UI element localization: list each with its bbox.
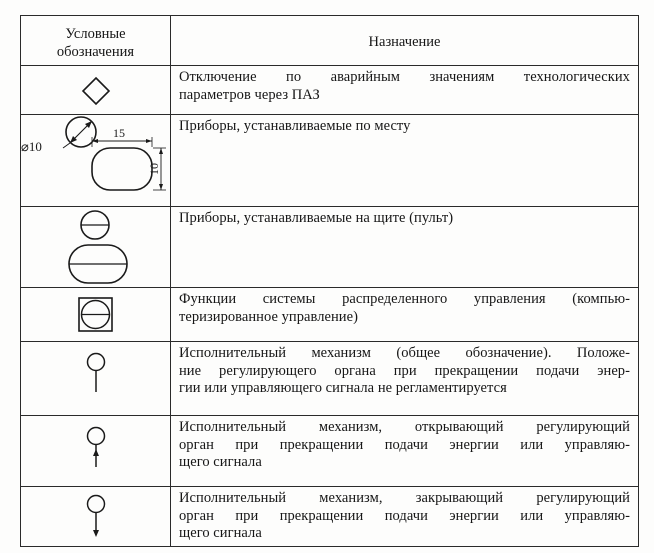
purpose-line: гии или управляющего сигнала не регламентируется bbox=[179, 380, 507, 396]
purpose-line: теризированное управление) bbox=[179, 308, 358, 325]
header-row bbox=[21, 16, 639, 66]
actuator-general-symbol bbox=[21, 342, 171, 416]
purpose-line: щего сигнала bbox=[179, 525, 262, 541]
purpose-cell bbox=[171, 416, 639, 487]
header-symbols bbox=[21, 16, 171, 66]
purpose-cell bbox=[171, 342, 639, 416]
table-row bbox=[21, 66, 639, 115]
header-purpose: Назначение bbox=[171, 16, 639, 66]
height-label: 10 bbox=[147, 163, 161, 175]
purpose-cell bbox=[171, 115, 639, 207]
width-label: 15 bbox=[113, 126, 125, 140]
table-row bbox=[21, 207, 639, 288]
purpose-line: орган при прекращении подачи энергии или управляю- bbox=[179, 436, 630, 453]
local-instrument-symbol bbox=[21, 115, 171, 207]
symbol-cell bbox=[21, 66, 171, 115]
symbol-cell bbox=[21, 342, 171, 416]
header-symbols-line1: Условные bbox=[65, 25, 126, 42]
purpose-cell bbox=[171, 288, 639, 342]
symbol-cell bbox=[21, 115, 171, 207]
panel-instrument-symbol bbox=[21, 207, 171, 288]
diamond-symbol bbox=[21, 66, 171, 115]
actuator-closing-symbol bbox=[21, 487, 171, 547]
purpose-line: орган при прекращении подачи энергии или управляю- bbox=[179, 507, 630, 524]
purpose-line: параметров через ПАЗ bbox=[179, 86, 320, 103]
purpose-cell bbox=[171, 487, 639, 547]
table-row bbox=[21, 342, 639, 416]
symbol-cell bbox=[21, 416, 171, 487]
symbol-cell bbox=[21, 207, 171, 288]
symbol-cell bbox=[21, 288, 171, 342]
dcs-function-symbol bbox=[21, 288, 171, 342]
purpose-cell bbox=[171, 207, 639, 288]
purpose-line: Приборы, устанавливаемые по месту bbox=[179, 118, 411, 134]
actuator-opening-symbol bbox=[21, 416, 171, 487]
diameter-label: ⌀10 bbox=[21, 139, 42, 154]
table-row bbox=[21, 288, 639, 342]
purpose-line: Исполнительный механизм, открывающий регулирующий bbox=[179, 419, 630, 435]
table-row bbox=[21, 416, 639, 487]
header-symbols-line2: обозначения bbox=[56, 43, 135, 60]
purpose-line: Приборы, устанавливаемые на щите (пульт) bbox=[179, 210, 454, 226]
symbols-table bbox=[20, 15, 639, 547]
table-row bbox=[21, 115, 639, 207]
symbol-cell bbox=[21, 487, 171, 547]
purpose-line: ние регулирующего органа при прекращении подачи энер- bbox=[179, 362, 630, 379]
purpose-line: Отключение по аварийным значениям технологических bbox=[179, 69, 630, 85]
purpose-line: Функции системы распределенного управления (компью- bbox=[179, 291, 630, 307]
purpose-line: щего сигнала bbox=[179, 454, 262, 470]
purpose-line: Исполнительный механизм, закрывающий регулирующий bbox=[179, 490, 630, 506]
table-row bbox=[21, 487, 639, 547]
purpose-cell bbox=[171, 66, 639, 115]
purpose-line: Исполнительный механизм (общее обозначение). Положе- bbox=[179, 345, 630, 361]
